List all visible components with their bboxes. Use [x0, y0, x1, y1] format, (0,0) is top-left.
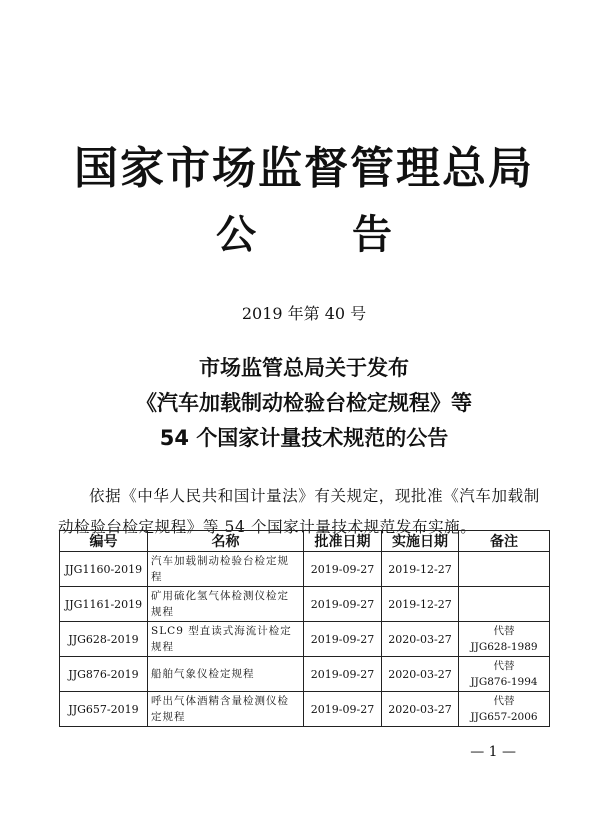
body-paragraph: 依据《中华人民共和国计量法》有关规定，现批准《汽车加载制动检验台检定规程》等 54 个国家计量技术规范发布实施。 — [58, 487, 540, 536]
regulation-name: 呼出气体酒精含量检测仪检定规程 — [148, 692, 304, 727]
table-row — [60, 657, 550, 692]
document-type-char-2: 告 — [352, 212, 392, 258]
approve-date: 2019-09-27 — [304, 692, 382, 727]
notice-title — [0, 351, 608, 456]
column-header-remark: 备注 — [459, 531, 550, 552]
regulation-code: JJG657-2019 — [60, 692, 148, 727]
approve-date: 2019-09-27 — [304, 587, 382, 622]
table-header-row — [60, 531, 550, 552]
regulation-code: JJG1161-2019 — [60, 587, 148, 622]
document-type — [0, 211, 608, 259]
approve-date: 2019-09-27 — [304, 657, 382, 692]
remark — [459, 622, 550, 657]
remark-line: JJG657-2006 — [470, 711, 538, 723]
document-number: 2019 年第 40 号 — [241, 304, 367, 323]
effective-date: 2020-03-27 — [382, 692, 459, 727]
column-header-approve-date: 批准日期 — [304, 531, 382, 552]
approve-date: 2019-09-27 — [304, 622, 382, 657]
table-row — [60, 622, 550, 657]
effective-date: 2019-12-27 — [382, 587, 459, 622]
effective-date: 2020-03-27 — [382, 657, 459, 692]
remark-line: 代替 — [493, 660, 515, 672]
regulation-code: JJG628-2019 — [60, 622, 148, 657]
remark — [459, 692, 550, 727]
effective-date: 2020-03-27 — [382, 622, 459, 657]
remark — [459, 587, 550, 622]
column-header-name: 名称 — [148, 531, 304, 552]
regulation-name: 汽车加载制动检验台检定规程 — [148, 552, 304, 587]
remark-line: 代替 — [493, 695, 515, 707]
regulations-table — [59, 530, 550, 727]
remark-line: JJG876-1994 — [470, 676, 538, 688]
remark — [459, 657, 550, 692]
column-header-code: 编号 — [60, 531, 148, 552]
effective-date: 2019-12-27 — [382, 552, 459, 587]
document-type-char-1: 公 — [216, 212, 256, 258]
approve-date: 2019-09-27 — [304, 552, 382, 587]
remark-line: 代替 — [493, 625, 515, 637]
regulation-code: JJG876-2019 — [60, 657, 148, 692]
page-number: — 1 — — [470, 744, 516, 760]
issuing-authority: 国家市场监督管理总局 — [74, 143, 534, 194]
table-row — [60, 552, 550, 587]
table-row — [60, 587, 550, 622]
remark — [459, 552, 550, 587]
regulation-name: 矿用硫化氢气体检测仪检定规程 — [148, 587, 304, 622]
notice-title-line: 《汽车加载制动检验台检定规程》等 — [136, 391, 472, 415]
table-row — [60, 692, 550, 727]
column-header-effective-date: 实施日期 — [382, 531, 459, 552]
regulation-code: JJG1160-2019 — [60, 552, 148, 587]
notice-title-line: 54 个国家计量技术规范的公告 — [159, 426, 449, 450]
regulation-name: 船舶气象仪检定规程 — [148, 657, 304, 692]
remark-line: JJG628-1989 — [470, 641, 538, 653]
notice-title-line: 市场监管总局关于发布 — [199, 356, 409, 380]
regulation-name: SLC9 型直读式海流计检定规程 — [148, 622, 304, 657]
